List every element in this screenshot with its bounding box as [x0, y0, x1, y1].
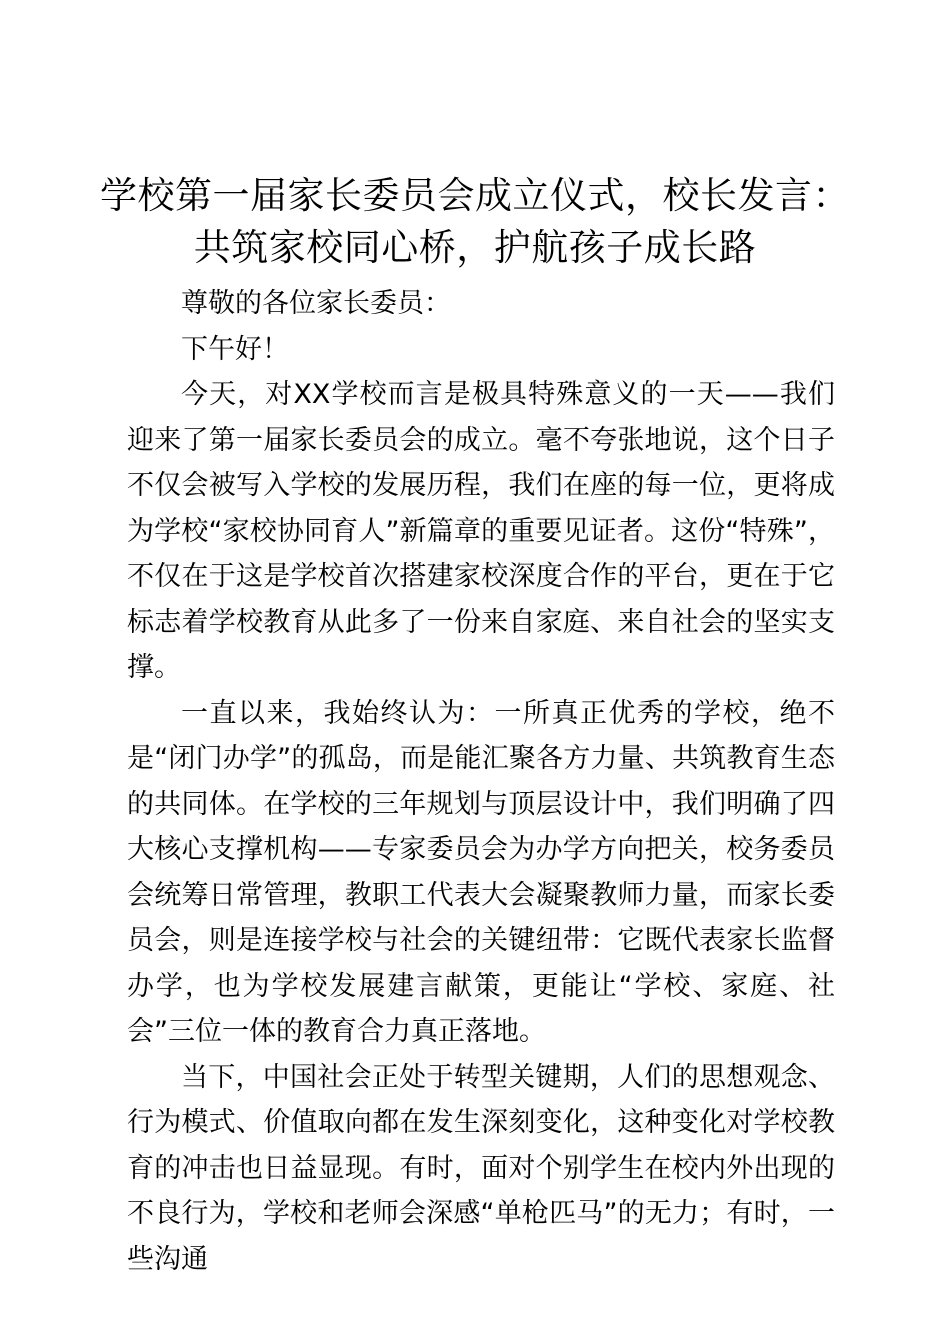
- body-paragraph: 今天，对XX学校而言是极具特殊意义的一天——我们迎来了第一届家长委员会的成立。毫不夸张地说，这个日子不仅会被写入学校的发展历程，我们在座的每一位，更将成为学校“家校协同育人”新篇章的重要见证者。这份“特殊”，不仅在于这是学校首次搭建家校深度合作的平台，更在于它标志着学校教育从此多了一份来自家庭、来自社会的坚实支撑。: [127, 379, 835, 683]
- greeting: 下午好！: [181, 333, 289, 365]
- body-paragraph: 当下，中国社会正处于转型关键期，人们的思想观念、行为模式、价值取向都在发生深刻变化，这种变化对学校教育的冲击也日益显现。有时，面对个别学生在校内外出现的不良行为，学校和老师会深感“单枪匹马”的无力；有时，一些沟通: [127, 1061, 835, 1275]
- salutation: 尊敬的各位家长委员：: [181, 288, 451, 319]
- document-title-line-2: 共筑家校同心桥，护航孩子成长路: [193, 226, 757, 269]
- body-paragraph: 一直以来，我始终认为：一所真正优秀的学校，绝不是“闭门办学”的孤岛，而是能汇聚各方力量、共筑教育生态的共同体。在学校的三年规划与顶层设计中，我们明确了四大核心支撑机构——专家委员会为办学方向把关，校务委员会统筹日常管理，教职工代表大会凝聚教师力量，而家长委员会，则是连接学校与社会的关键纽带：它既代表家长监督办学，也为学校发展建言献策，更能让“学校、家庭、社会”三位一体的教育合力真正落地。: [127, 697, 835, 1047]
- document-body: [127, 281, 835, 1282]
- document-title-line-1: 学校第一届家长委员会成立仪式，校长发言：: [100, 174, 850, 217]
